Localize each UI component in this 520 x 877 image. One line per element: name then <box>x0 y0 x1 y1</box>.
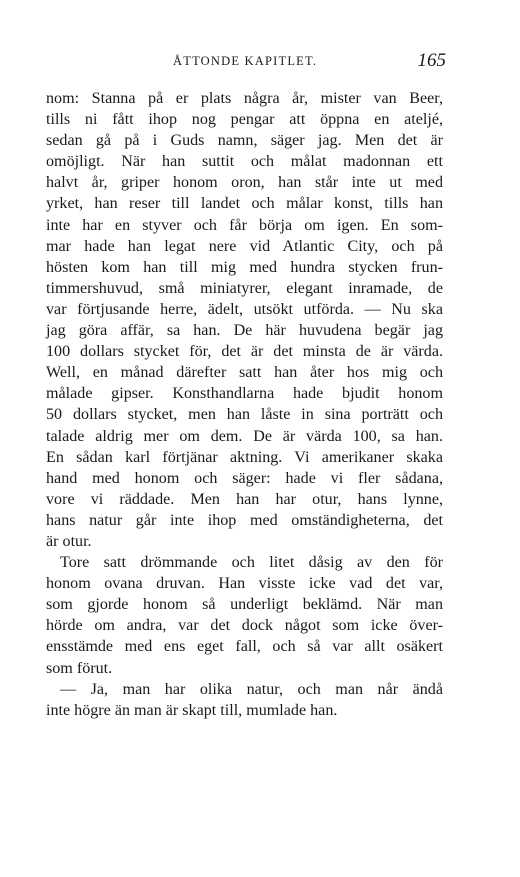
text-line: hösten kom han till mig med hundra stycken frun- <box>46 258 443 276</box>
text-line: Well, en månad därefter satt han åter hos mig och <box>46 364 443 382</box>
text-line: sedan gå på i Guds namn, säger jag. Men det är <box>46 132 443 150</box>
text-line: yrket, han reser till landet och målar konst, tills han <box>46 195 443 213</box>
text-line: Tore satt drömmande och litet dåsig av den för <box>60 554 443 572</box>
text-line: honom ovana druvan. Han visste icke vad det var, <box>46 575 443 593</box>
text-line: hörde om andra, var det dock något som icke över- <box>46 617 443 635</box>
text-line: halvt år, griper honom oron, han står inte ut med <box>46 174 443 192</box>
text-line: är otur. <box>46 532 92 550</box>
text-line: timmershuvud, små miniatyrer, elegant inramade, de <box>46 279 443 297</box>
text-line: tills ni fått ihop nog pengar att öppna en ateljé, <box>46 111 443 129</box>
text-line: hans natur går inte ihop med omständigheterna, det <box>46 511 443 529</box>
text-line: var förtjusande herre, ädelt, utsökt utförda. — Nu ska <box>46 300 443 318</box>
text-line: vore vi räddade. Men han har otur, hans lynne, <box>46 490 443 508</box>
text-line: ensstämde med ens eget fall, och så var allt osäkert <box>46 638 443 656</box>
text-line: jag göra affär, sa han. De här huvudena begär jag <box>46 322 443 340</box>
text-line: omöjligt. När han suttit och målat madonnan ett <box>46 153 443 171</box>
text-line: hand med honom och säger: hade vi fler sådana, <box>46 469 443 487</box>
text-line: — Ja, man har olika natur, och man når ändå <box>60 680 443 698</box>
text-line: 100 dollars stycket för, det är det minsta de är värda. <box>46 343 443 361</box>
text-line: En sådan karl förtjänar aktning. Vi amerikaner skaka <box>46 448 443 466</box>
text-line: som förut. <box>46 659 113 677</box>
text-line: 50 dollars stycket, men han låste in sina porträtt och <box>46 406 443 424</box>
body-text <box>46 88 443 721</box>
chapter-title: ÅTTONDE KAPITLET. <box>173 54 318 68</box>
text-line: målade gipser. Konsthandlarna hade bjudit honom <box>46 385 443 403</box>
text-line: inte högre än man är skapt till, mumlade han. <box>46 701 338 719</box>
page-number: 165 <box>417 50 446 71</box>
running-head <box>46 52 446 76</box>
text-line: som gjorde honom så underligt beklämd. När man <box>46 596 443 614</box>
text-line: nom: Stanna på er plats några år, mister van Beer, <box>46 90 443 107</box>
text-line: mar hade han legat nere vid Atlantic City, och på <box>46 237 443 255</box>
text-line: talade aldrig mer om dem. De är värda 100, sa han. <box>46 427 443 445</box>
text-line: inte har en styver och får börja om igen. En som- <box>46 216 443 234</box>
